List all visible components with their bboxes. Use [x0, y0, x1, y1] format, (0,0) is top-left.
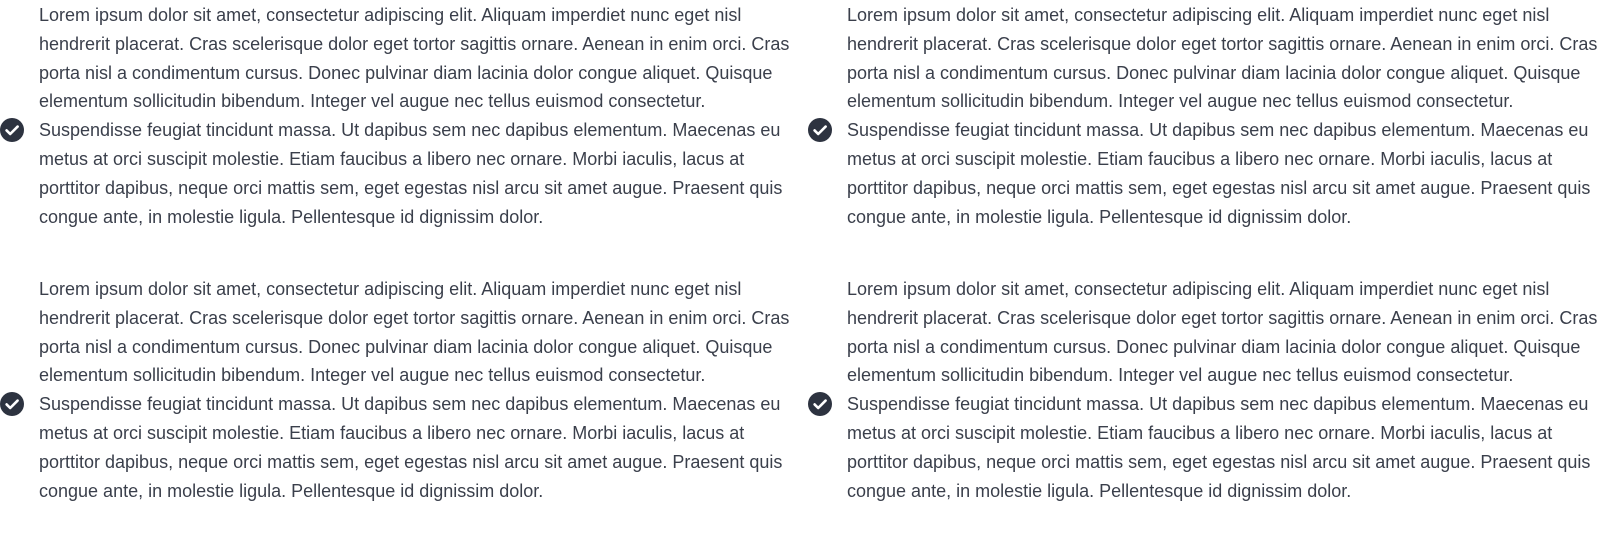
check-circle-icon [808, 392, 832, 416]
feature-item [0, 0, 792, 260]
feature-item [0, 274, 792, 534]
feature-item-text: Lorem ipsum dolor sit amet, consectetur adipiscing elit. Aliquam imperdiet nunc eget nisl hendrerit placerat. Cras scelerisque dolor eget tortor sagittis ornare. Aenean in enim orci. Cras porta nisl a condimentum cursus. Donec pulvinar diam lacinia dolor congue aliquet. Quisque elementum sollicitudin bibendum. Integer vel augue nec tellus euismod consectetur. Suspendisse feugiat tincidunt massa. Ut dapibus sem nec dapibus elementum. Maecenas eu metus at orci suscipit molestie. Etiam faucibus a libero nec ornare. Morbi iaculis, lacus at porttitor dapibus, neque orci mattis sem, eget egestas nisl arcu sit amet augue. Praesent quis congue ante, in molestie ligula. Pellentesque id dignissim dolor. [39, 5, 790, 227]
feature-item-text: Lorem ipsum dolor sit amet, consectetur adipiscing elit. Aliquam imperdiet nunc eget nisl hendrerit placerat. Cras scelerisque dolor eget tortor sagittis ornare. Aenean in enim orci. Cras porta nisl a condimentum cursus. Donec pulvinar diam lacinia dolor congue aliquet. Quisque elementum sollicitudin bibendum. Integer vel augue nec tellus euismod consectetur. Suspendisse feugiat tincidunt massa. Ut dapibus sem nec dapibus elementum. Maecenas eu metus at orci suscipit molestie. Etiam faucibus a libero nec ornare. Morbi iaculis, lacus at porttitor dapibus, neque orci mattis sem, eget egestas nisl arcu sit amet augue. Praesent quis congue ante, in molestie ligula. Pellentesque id dignissim dolor. [847, 5, 1598, 227]
check-circle-icon [0, 118, 24, 142]
feature-item-text: Lorem ipsum dolor sit amet, consectetur adipiscing elit. Aliquam imperdiet nunc eget nisl hendrerit placerat. Cras scelerisque dolor eget tortor sagittis ornare. Aenean in enim orci. Cras porta nisl a condimentum cursus. Donec pulvinar diam lacinia dolor congue aliquet. Quisque elementum sollicitudin bibendum. Integer vel augue nec tellus euismod consectetur. Suspendisse feugiat tincidunt massa. Ut dapibus sem nec dapibus elementum. Maecenas eu metus at orci suscipit molestie. Etiam faucibus a libero nec ornare. Morbi iaculis, lacus at porttitor dapibus, neque orci mattis sem, eget egestas nisl arcu sit amet augue. Praesent quis congue ante, in molestie ligula. Pellentesque id dignissim dolor. [39, 279, 790, 501]
check-circle-icon [0, 392, 24, 416]
feature-item [808, 274, 1600, 534]
feature-item [808, 0, 1600, 260]
check-circle-icon [808, 118, 832, 142]
feature-item-text: Lorem ipsum dolor sit amet, consectetur adipiscing elit. Aliquam imperdiet nunc eget nisl hendrerit placerat. Cras scelerisque dolor eget tortor sagittis ornare. Aenean in enim orci. Cras porta nisl a condimentum cursus. Donec pulvinar diam lacinia dolor congue aliquet. Quisque elementum sollicitudin bibendum. Integer vel augue nec tellus euismod consectetur. Suspendisse feugiat tincidunt massa. Ut dapibus sem nec dapibus elementum. Maecenas eu metus at orci suscipit molestie. Etiam faucibus a libero nec ornare. Morbi iaculis, lacus at porttitor dapibus, neque orci mattis sem, eget egestas nisl arcu sit amet augue. Praesent quis congue ante, in molestie ligula. Pellentesque id dignissim dolor. [847, 279, 1598, 501]
